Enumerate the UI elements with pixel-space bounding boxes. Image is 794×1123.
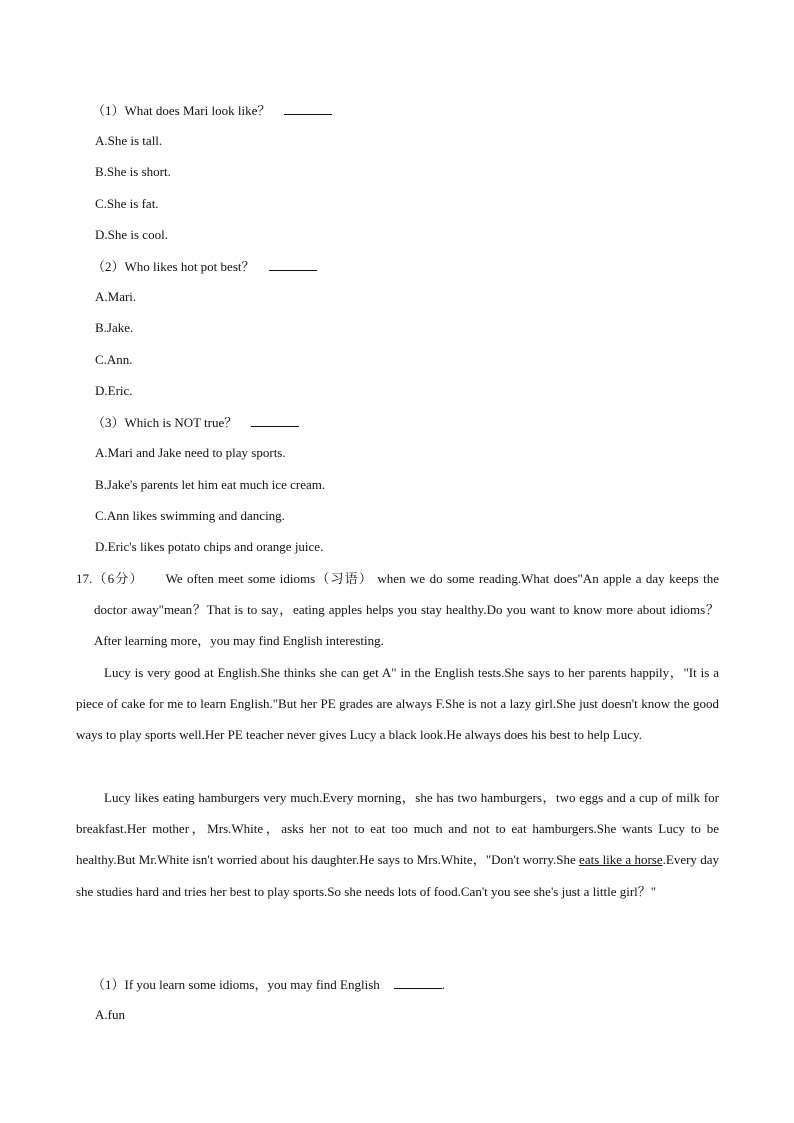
answer-blank[interactable] (251, 414, 299, 427)
option-d: D.She is cool. (95, 227, 168, 242)
option-b: B.She is short. (95, 164, 171, 179)
passage-paragraph-2: Lucy likes eating hamburgers very much.Every morning，she has two hamburgers，two eggs and a cup of milk for breakfast.Her mother，Mrs.White，asks her not to eat too much and not to eat hamburgers.She wants Lucy to be healthy.But Mr.White isn't worried about his daughter.He says to Mrs.White，"Don't worry.She eats like a horse.Every day she studies hard and tries her best to play sports.So she needs lots of food.Can't you see she's just a little girl？" (76, 790, 719, 899)
option-b: B.Jake. (95, 320, 134, 335)
option-d: D.Eric's likes potato chips and orange juice. (95, 539, 324, 554)
option-b: B.Jake's parents let him eat much ice cream. (95, 477, 326, 492)
option-a: A.fun (95, 1007, 125, 1022)
answer-blank[interactable] (269, 258, 317, 271)
answer-blank[interactable] (394, 976, 442, 989)
option-d: D.Eric. (95, 383, 133, 398)
option-a: A.She is tall. (95, 133, 163, 148)
question-2-stem: （2）Who likes hot pot best？ (92, 258, 317, 275)
underlined-idiom: eats like a horse (579, 852, 663, 868)
option-c: C.She is fat. (95, 196, 159, 211)
question-3-stem: （3）Which is NOT true？ (92, 414, 299, 431)
question-score: （6分） (92, 571, 144, 586)
option-a: A.Mari. (95, 289, 137, 304)
option-a: A.Mari and Jake need to play sports. (95, 445, 286, 460)
question-number: 17. (76, 571, 93, 586)
passage-paragraph-1: Lucy is very good at English.She thinks she can get A" in the English tests.She says to her parents happily，"It is a piece of cake for me to learn English."But her PE grades are always F.She is not a lazy girl.She just doesn't know the good ways to play sports well.Her PE teacher never gives Lucy a black look.He always does his best to help Lucy. (76, 665, 719, 743)
answer-blank[interactable] (284, 102, 332, 115)
option-c: C.Ann likes swimming and dancing. (95, 508, 285, 523)
question-17-sub-1-stem: （1）If you learn some idioms，you may find English . (92, 977, 446, 992)
question-1-stem: （1）What does Mari look like？ (92, 102, 332, 119)
question-17-intro: 17.（6分） We often meet some idioms（习语） when we do some reading.What does"An apple a day keeps the doctor away"mean？That is to say，eating apples helps you stay healthy.Do you want to know more about idioms？After learning more，you may find English interesting. (76, 571, 719, 649)
option-c: C.Ann. (95, 352, 133, 367)
